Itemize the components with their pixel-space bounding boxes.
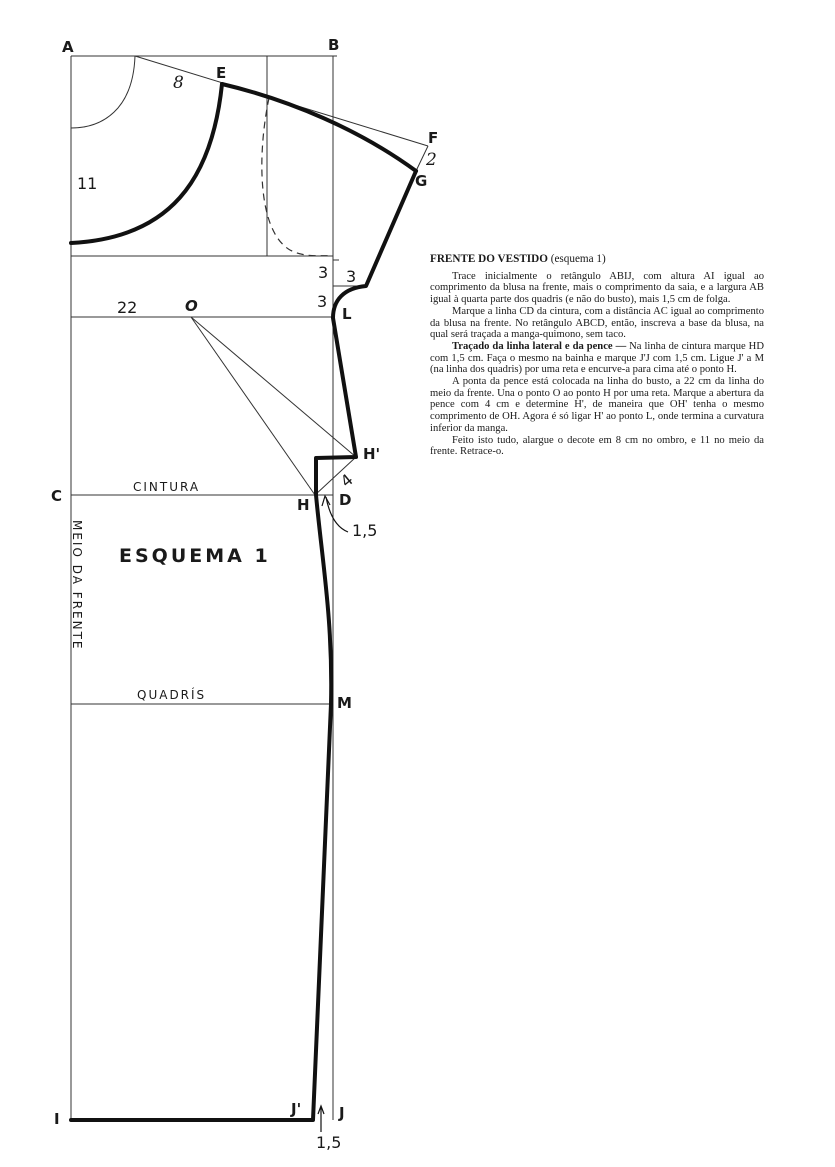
measure-sleeve-under-2: 3 [346,267,357,286]
label-waist: CINTURA [133,480,201,494]
instructions-paragraph-1: Trace inicialmente o retângulo ABIJ, com altura AI igual ao comprimento da blusa na frente, mais o comprimento da saia, e a largura AB igual à quarta parte dos quadris (e não do busto), mais 1,5 cm de folga. [430,270,764,306]
point-F: F [428,129,439,147]
point-H-prime: H' [363,445,381,463]
instructions-title: FRENTE DO VESTIDO [430,253,548,265]
point-E: E [216,64,227,82]
measure-sleeve-under-1: 3 [318,263,329,282]
instructions-paragraph-4: A ponta da pence está colocada na linha do busto, a 22 cm da linha do meio da frente. Una o ponto O ao ponto H por uma reta. Marque a abertura da pence com 4 cm e determine H', de maneira que OH' tenha o mesmo comprimento de OH. Agora é só ligar H' ao ponto L, onde termina a curvatura inferior da manga. [430,376,764,434]
measure-waist-offset: 1,5 [352,521,378,540]
instructions-paragraph-2: Marque a linha CD da cintura, com a distância AC igual ao comprimento da blusa na frente. No retângulo ABCD, então, inscreva a base da blusa, na qual será traçada a manga-quimono, sem taco. [430,305,764,341]
measure-sleeve-under-3: 3 [317,292,328,311]
pattern-outline [71,84,416,1120]
shoulder-line [222,84,416,171]
point-I: I [54,1110,60,1128]
point-L: L [342,305,352,323]
point-B: B [328,36,340,54]
point-J: J [339,1104,345,1122]
measure-shoulder-drop: 2 [426,150,437,170]
instructions-title-sub: (esquema 1) [550,253,606,265]
point-M: M [337,694,352,712]
instructions-paragraph-3-text: Na linha de cintura marque HD com 1,5 cm. Faça o mesmo na bainha e marque J'J com 1,5 cm. Ligue J' a M (na linha dos quadris) por uma reta e encurve-a para cima até o ponto H. [430,340,764,376]
measure-neck-front: 11 [77,174,98,193]
point-G: G [415,172,428,190]
arrow-head-waist [322,496,330,506]
measure-bust-distance: 22 [117,298,138,317]
measure-hem-offset: 1,5 [316,1133,342,1152]
construction-lines [71,56,428,1120]
instructions-subheading: Traçado da linha lateral e da pence — [452,340,627,352]
point-C: C [51,487,63,505]
original-neck-curve [71,56,135,128]
neckline [71,84,222,243]
point-J-prime: J' [291,1100,302,1118]
instructions-paragraph-3 [430,341,764,376]
diagram-title: ESQUEMA 1 [119,545,271,567]
point-O: O [185,297,198,315]
measure-dart-width: 4 [336,470,357,492]
point-A: A [62,38,74,56]
instructions-panel [430,254,764,458]
label-hips: QUADRÍS [137,688,207,702]
measure-neck-top: 8 [173,73,184,93]
instructions-heading [430,254,764,266]
label-center-front: MEIO DA FRENTE [70,520,84,651]
point-H: H [297,496,310,514]
instructions-paragraph-5: Feito isto tudo, alargue o decote em 8 cm no ombro, e 11 no meio da frente. Retrace-o. [430,434,764,458]
point-D: D [339,491,352,509]
dashed-armhole [262,98,333,256]
